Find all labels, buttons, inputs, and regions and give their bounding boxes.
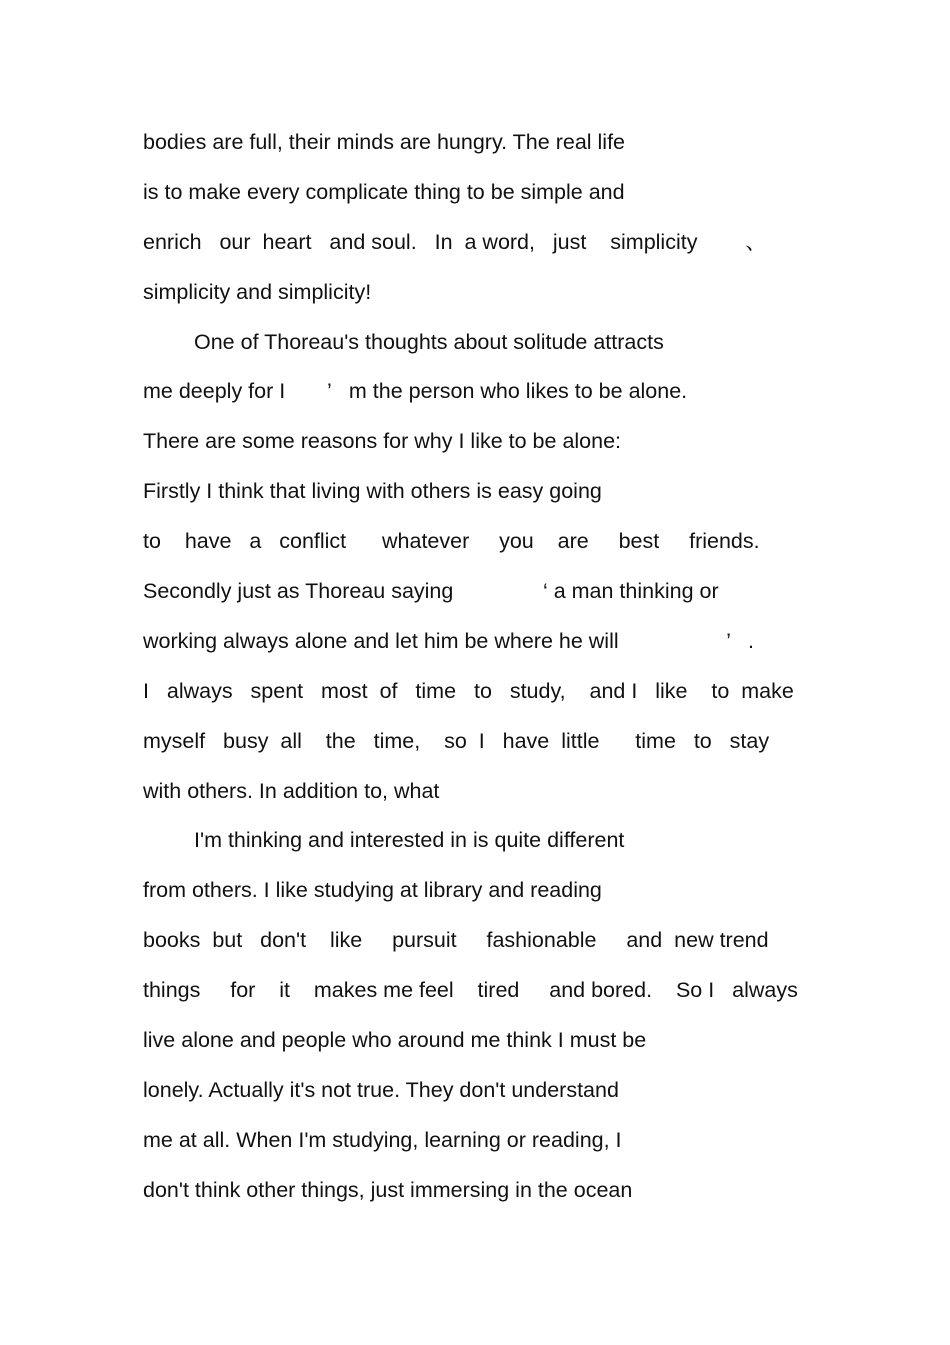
text-line: myself busy all the time, so I have little time to stay (143, 728, 770, 753)
text-line: Firstly I think that living with others is easy going (143, 479, 602, 504)
text-line: me deeply for I ’ m the person who likes to be alone. (143, 379, 688, 404)
text-line: I'm thinking and interested in is quite different (194, 828, 625, 853)
text-line: There are some reasons for why I like to be alone: (143, 429, 622, 454)
text-line: don't think other things, just immersing in the ocean (143, 1177, 633, 1202)
text-line: to have a conflict whatever you are best friends. (143, 529, 760, 554)
text-line: from others. I like studying at library and reading (143, 878, 602, 903)
text-line: simplicity and simplicity! (143, 279, 372, 304)
text-line: enrich our heart and soul. In a word, just simplicity 、 (143, 229, 767, 254)
text-line: I always spent most of time to study, and I like to make (143, 678, 794, 703)
text-line: working always alone and let him be where he will ’ . (143, 628, 755, 653)
text-line: Secondly just as Thoreau saying ‘ a man thinking or (143, 579, 719, 604)
text-line: live alone and people who around me think I must be (143, 1028, 647, 1053)
text-line: lonely. Actually it's not true. They don't understand (143, 1077, 619, 1102)
body-text (143, 126, 823, 1224)
text-line: is to make every complicate thing to be simple and (143, 179, 625, 204)
text-line: One of Thoreau's thoughts about solitude attracts (194, 329, 664, 354)
text-line: me at all. When I'm studying, learning or reading, I (143, 1127, 622, 1152)
text-line: things for it makes me feel tired and bored. So I always (143, 978, 798, 1003)
text-line: books but don't like pursuit fashionable and new trend (143, 928, 769, 953)
text-line: with others. In addition to, what (143, 778, 440, 803)
text-line: bodies are full, their minds are hungry. The real life (143, 130, 626, 154)
